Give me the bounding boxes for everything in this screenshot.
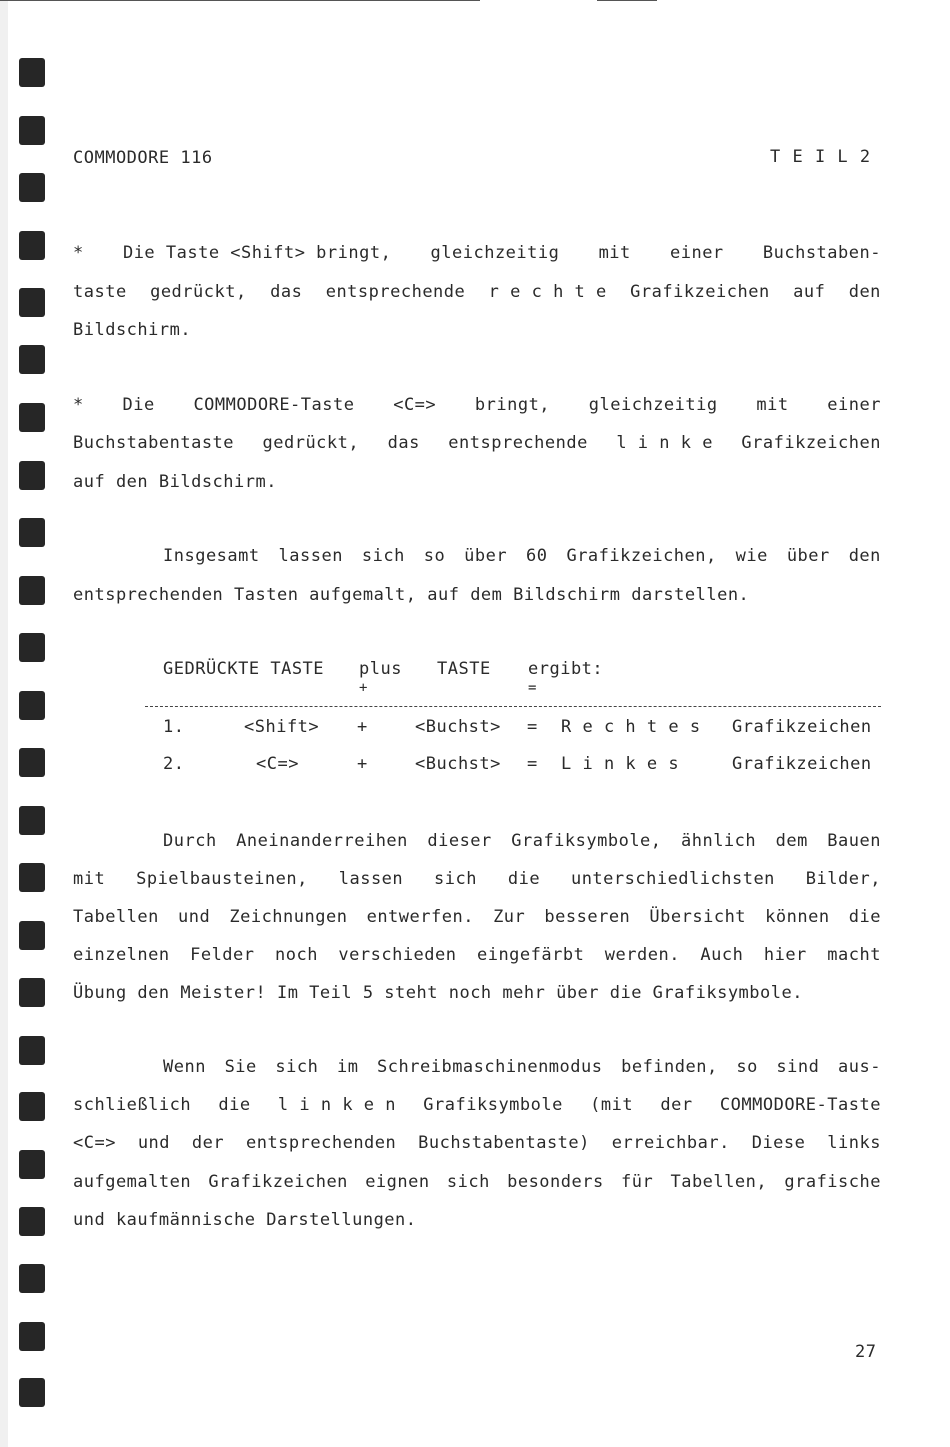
table-row-2-result: L i n k e s [561, 754, 680, 774]
table-row-1-key: <Shift> [244, 717, 320, 737]
para3-line-2: entsprechenden Tasten aufgemalt, auf dem Bildschirm darstellen. [73, 585, 750, 605]
table-row-2-plus: + [357, 754, 368, 774]
scan-gutter [0, 0, 8, 1447]
table-row-1-label: Grafikzeichen [732, 717, 872, 737]
punch-hole [19, 288, 45, 317]
para5-line-1: Wenn Sie sich im Schreibmaschinenmodus befinden, so sind aus- [163, 1057, 881, 1077]
punch-hole [19, 173, 45, 202]
punch-hole [19, 1036, 45, 1065]
punch-hole [19, 1264, 45, 1293]
punch-hole [19, 518, 45, 547]
punch-hole [19, 576, 45, 605]
punch-hole [19, 403, 45, 432]
table-header-plus-mark: + [359, 680, 368, 696]
punch-hole [19, 1207, 45, 1236]
punch-hole [19, 691, 45, 720]
table-header-eq-mark: = [528, 680, 537, 696]
punch-hole [19, 116, 45, 145]
table-row-1-eq: = [527, 717, 538, 737]
punch-hole [19, 1322, 45, 1351]
table-header-result: ergibt: [528, 659, 604, 679]
header-left: COMMODORE 116 [73, 148, 213, 168]
para5-line-5: und kaufmännische Darstellungen. [73, 1210, 417, 1230]
table-divider [145, 706, 881, 707]
table-row-1-plus: + [357, 717, 368, 737]
punch-hole [19, 748, 45, 777]
para4-line-2: mit Spielbausteinen, lassen sich die unterschiedlichsten Bilder, [73, 869, 881, 889]
header-right: T E I L 2 [770, 147, 872, 167]
table-header-key: GEDRÜCKTE TASTE [163, 659, 325, 679]
punch-hole [19, 978, 45, 1007]
table-row-1-result: R e c h t e s [561, 717, 701, 737]
para1-line-3: Bildschirm. [73, 320, 192, 340]
table-row-2-num: 2. [163, 754, 185, 774]
para5-line-4: aufgemalten Grafikzeichen eignen sich besonders für Tabellen, grafische [73, 1172, 881, 1192]
punch-hole [19, 231, 45, 260]
top-rule [0, 0, 480, 1]
table-row-1-taste: <Buchst> [415, 717, 501, 737]
table-row-2-eq: = [527, 754, 538, 774]
punch-hole [19, 633, 45, 662]
punch-hole [19, 806, 45, 835]
para2-line-1: * Die COMMODORE-Taste <C=> bringt, gleichzeitig mit einer [73, 395, 881, 415]
table-row-2-taste: <Buchst> [415, 754, 501, 774]
para1-line-2: taste gedrückt, das entsprechende r e c h t e Grafikzeichen auf den [73, 282, 881, 302]
page-number: 27 [855, 1342, 877, 1362]
para4-line-4: einzelnen Felder noch verschieden eingefärbt werden. Auch hier macht [73, 945, 881, 965]
para2-line-2: Buchstabentaste gedrückt, das entsprechende l i n k e Grafikzeichen [73, 433, 881, 453]
para5-line-2: schließlich die l i n k e n Grafiksymbole (mit der COMMODORE-Taste [73, 1095, 881, 1115]
para2-line-3: auf den Bildschirm. [73, 472, 277, 492]
para5-line-3: <C=> und der entsprechenden Buchstabentaste) erreichbar. Diese links [73, 1133, 881, 1153]
table-row-2-label: Grafikzeichen [732, 754, 872, 774]
para3-line-1: Insgesamt lassen sich so über 60 Grafikzeichen, wie über den [163, 546, 881, 566]
punch-hole [19, 461, 45, 490]
punch-hole [19, 863, 45, 892]
punch-hole [19, 58, 45, 87]
table-header-plus: plus [359, 659, 402, 679]
punch-hole [19, 1378, 45, 1407]
para4-line-3: Tabellen und Zeichnungen entwerfen. Zur besseren Übersicht können die [73, 907, 881, 927]
top-rule-short [597, 0, 657, 1]
table-row-2-key: <C=> [256, 754, 299, 774]
punch-hole [19, 1092, 45, 1121]
table-row-1-num: 1. [163, 717, 185, 737]
para4-line-5: Übung den Meister! Im Teil 5 steht noch mehr über die Grafiksymbole. [73, 983, 803, 1003]
table-header-taste: TASTE [437, 659, 491, 679]
punch-hole [19, 1150, 45, 1179]
punch-hole [19, 345, 45, 374]
punch-hole [19, 921, 45, 950]
para1-line-1: * Die Taste <Shift> bringt, gleichzeitig mit einer Buchstaben- [73, 243, 881, 263]
para4-line-1: Durch Aneinanderreihen dieser Grafiksymbole, ähnlich dem Bauen [163, 831, 881, 851]
